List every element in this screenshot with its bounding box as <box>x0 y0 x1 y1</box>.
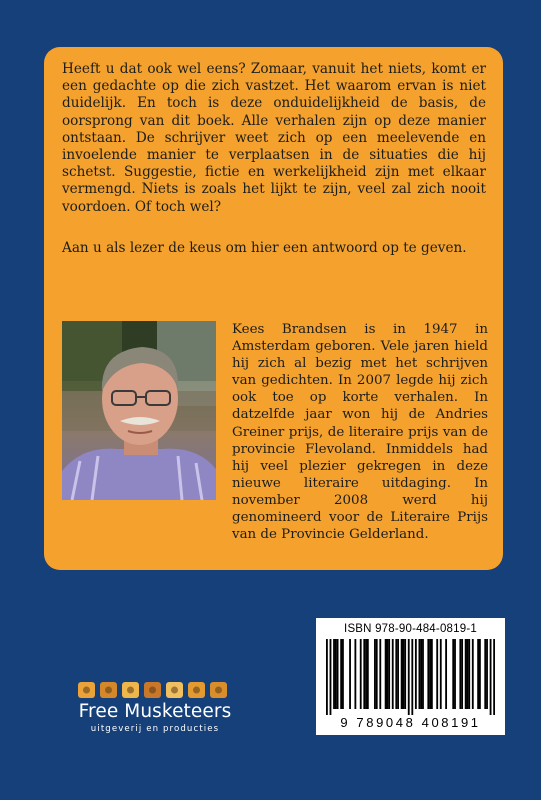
barcode-bar <box>440 639 442 709</box>
barcode-bar <box>467 639 469 709</box>
barcode-bar <box>365 639 367 709</box>
barcode-bar <box>363 639 365 709</box>
barcode-bar <box>354 639 356 709</box>
barcode-bar <box>454 639 456 709</box>
barcode-bar <box>326 639 328 715</box>
barcode-bar <box>429 639 431 709</box>
barcode-bar <box>422 639 424 709</box>
author-photo <box>62 321 216 500</box>
barcode-bar <box>420 639 422 709</box>
barcode-bar <box>479 639 481 709</box>
back-cover-panel <box>44 47 503 570</box>
barcode-bar <box>342 639 344 709</box>
barcode-bar <box>484 639 486 709</box>
barcode-bar <box>490 639 492 715</box>
barcode-bar <box>468 639 470 709</box>
barcode-bar <box>337 639 339 709</box>
barcode-bar <box>427 639 429 709</box>
barcode-bar <box>349 639 351 709</box>
barcode-bar <box>367 639 369 709</box>
publisher-logo-icon-glyph <box>193 687 200 694</box>
book-blurb: Heeft u dat ook wel eens? Zomaar, vanuit het niets, komt er een gedachte op die zich vastzet. Het waarom ervan is niet duidelijk. En toch is deze onduidelijkheid de basis, de oorsprong van dit boek. Alle verhalen zijn op deze manier ontstaan. De schrijver weet zich op een meelevende en invoelende manier te verplaatsen in de situaties die hij schetst. Suggestie, fictie en werkelijkheid zijn met elkaar vermengd. Niets is zoals het lijkt te zijn, veel zal zich nooit voordoen. Of toch wel? <box>62 61 486 215</box>
barcode-bar <box>395 639 397 709</box>
publisher-logo-icon-glyph <box>171 687 178 694</box>
barcode-bar <box>385 639 387 709</box>
barcode-bar <box>486 639 488 709</box>
barcode-bar <box>401 639 403 709</box>
barcode-bar <box>472 639 474 709</box>
isbn-label: ISBN 978-90-484-0819-1 <box>344 623 477 635</box>
barcode-bar <box>335 639 337 709</box>
barcode-bar <box>333 639 335 709</box>
barcode-bar <box>436 639 438 709</box>
barcode-bar <box>415 639 417 709</box>
barcode-bar <box>404 639 406 709</box>
barcode-bar <box>340 639 342 709</box>
barcode-bars <box>326 639 495 715</box>
barcode-bar <box>388 639 390 709</box>
barcode-bar <box>408 639 410 715</box>
publisher-logo-icon-glyph <box>83 687 90 694</box>
publisher-logo-icon-glyph <box>127 687 134 694</box>
ean-digits: 9 789048 408191 <box>340 715 481 730</box>
publisher-logo <box>60 680 250 740</box>
publisher-logo-icon-glyph <box>149 687 156 694</box>
barcode-bar <box>397 639 399 709</box>
barcode-bar <box>419 639 421 709</box>
barcode-bar <box>477 639 479 709</box>
author-bio: Kees Brandsen is in 1947 in Amsterdam geboren. Vele jaren hield hij zich al bezig met het schrijven van gedichten. In 2007 legde hij zich ook toe op korte verhalen. In datzelfde jaar won hij de Andries Greiner prijs, de literaire prijs van de provincie Flevoland. Inmiddels had hij veel plezier gekregen in deze nieuwe literaire uitdaging. In november 2008 werd hij genomineerd voor de Literaire Prijs van de Provincie Gelderland. <box>232 322 488 543</box>
barcode-bar <box>411 639 413 715</box>
barcode-bar <box>465 639 467 709</box>
publisher-logo-icon-glyph <box>215 687 222 694</box>
barcode-bar <box>461 639 463 709</box>
author-portrait-illustration <box>62 321 216 500</box>
barcode-bar <box>376 639 378 709</box>
barcode-bar <box>330 639 332 715</box>
barcode-bar <box>459 639 461 709</box>
publisher-logo-icon-glyph <box>105 687 112 694</box>
barcode-bar <box>431 639 433 709</box>
isbn-barcode <box>316 618 505 735</box>
barcode-bar <box>379 639 381 709</box>
publisher-logo-icons <box>78 680 232 700</box>
publisher-name: Free Musketeers <box>78 701 232 722</box>
barcode-bar <box>452 639 454 709</box>
publisher-tagline: uitgeverij en producties <box>90 724 220 734</box>
barcode-bar <box>445 639 447 709</box>
barcode-bar <box>493 639 495 715</box>
barcode-bar <box>402 639 404 709</box>
barcode-bar <box>360 639 362 709</box>
barcode-bar <box>374 639 376 709</box>
barcode-bar <box>386 639 388 709</box>
barcode-bar <box>392 639 394 709</box>
blurb-closing-line: Aan u als lezer de keus om hier een antwoord op te geven. <box>62 240 467 256</box>
